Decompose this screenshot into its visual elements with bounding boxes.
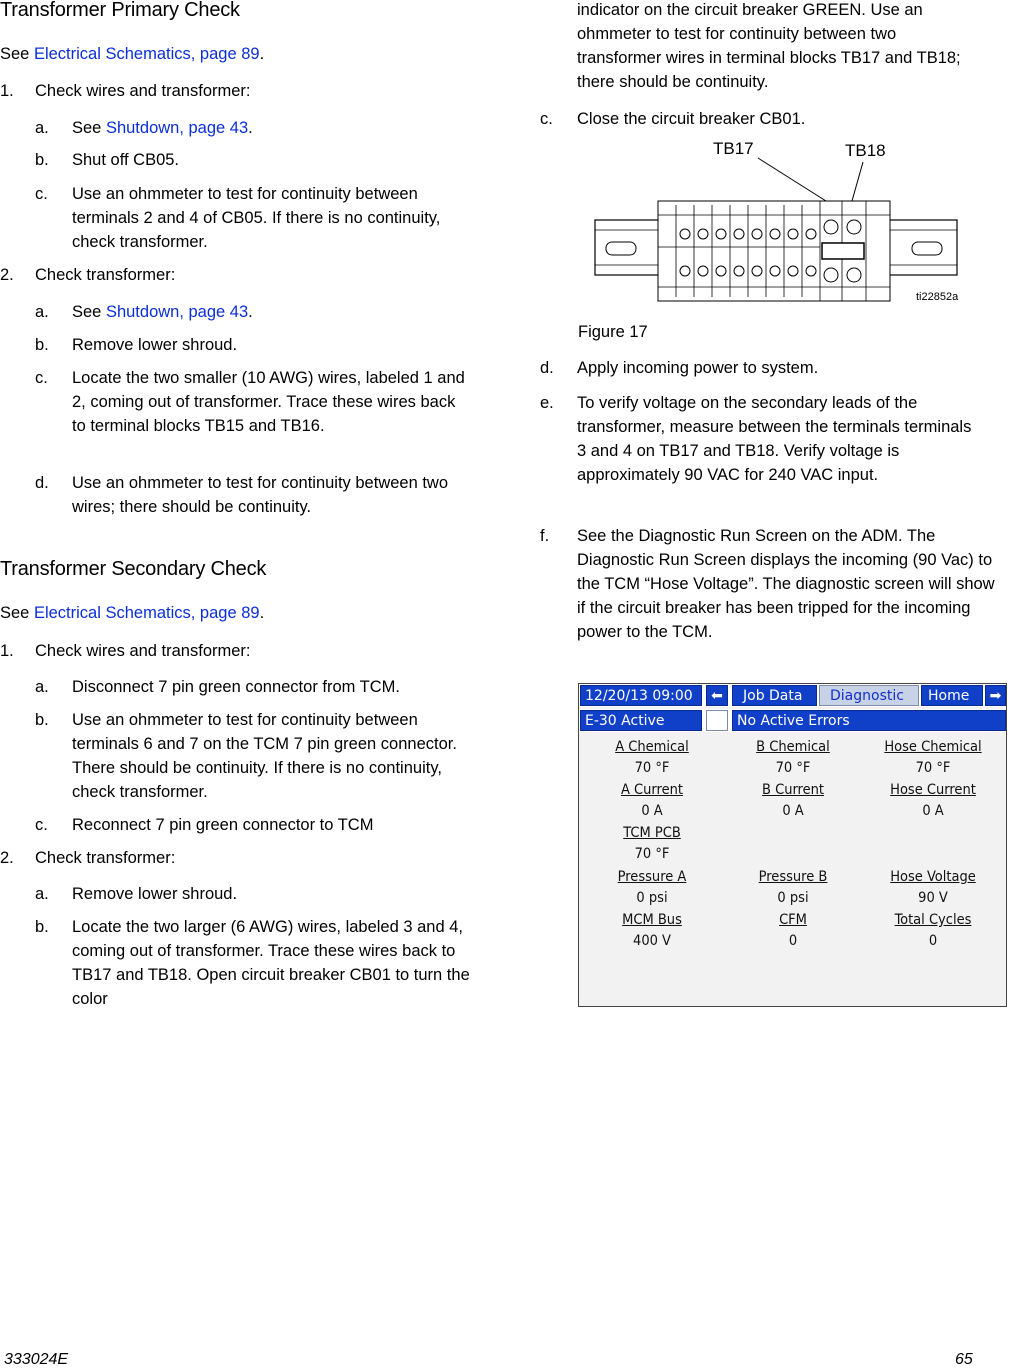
tab-diagnostic[interactable]: Diagnostic <box>819 685 919 706</box>
step2-1: 1. Check wires and transformer: <box>0 642 251 660</box>
tb18-label: TB18 <box>845 141 886 160</box>
heading-secondary-check: Transformer Secondary Check <box>0 558 267 580</box>
step-b-continued: indicator on the circuit breaker GREEN. Use an ohmmeter to test for continuity between two transformer wires in terminal blocks TB17 and TB18; there should be continuity. <box>577 1 961 91</box>
step2-2b: b. Locate the two larger (6 AWG) wires, labeled 3 and 4, coming out of transformer. Trace these wires back to TB17 and TB18. Open circuit breaker CB01 to turn the color <box>35 918 470 1008</box>
jumper-bar <box>822 243 864 259</box>
figure-caption: Figure 17 <box>578 323 648 341</box>
cell-b-chemical: B Chemical 70 °F <box>756 739 830 776</box>
cell-cfm: CFM 0 <box>779 912 807 949</box>
cell-a-current: A Current 0 A <box>620 782 683 819</box>
link-shutdown[interactable]: Shutdown, page 43 <box>105 303 249 321</box>
step2-1c: c. Reconnect 7 pin green connector to TCM <box>35 816 374 834</box>
rail-slot <box>606 242 636 255</box>
link-shutdown[interactable]: Shutdown, page 43 <box>105 119 249 137</box>
adm-status-indicator <box>706 710 728 731</box>
cell-pressure-a: Pressure A 0 psi <box>617 869 687 906</box>
see-schematics-1: See Electrical Schematics, page 89. <box>0 45 265 63</box>
adm-top-bar <box>579 684 1006 707</box>
tab-home[interactable]: Home <box>921 685 983 706</box>
step2-2a: a. Remove lower shroud. <box>35 885 238 903</box>
arrow-right-icon[interactable]: ➡ <box>985 685 1006 706</box>
tb18-leader <box>852 162 863 201</box>
adm-errors: No Active Errors <box>732 710 1006 731</box>
step-c: c. Close the circuit breaker CB01. <box>540 110 806 128</box>
rail-slot <box>912 242 942 255</box>
step-2d: d. Use an ohmmeter to test for continuity between two wires; there should be continuity. <box>35 474 449 516</box>
cell-tcm-pcb: TCM PCB 70 °F <box>623 825 681 862</box>
step-2c: c. Locate the two smaller (10 AWG) wires, labeled 1 and 2, coming out of transformer. Trace these wires back to terminal blocks TB15 and TB16. <box>35 369 465 435</box>
adm-status: E-30 Active <box>580 710 702 731</box>
cell-hose-current: Hose Current 0 A <box>890 782 976 819</box>
step-1: 1. Check wires and transformer: <box>0 82 251 100</box>
terminal-blocks <box>658 201 890 301</box>
step2-2: 2. Check transformer: <box>0 849 176 867</box>
step-1c: c. Use an ohmmeter to test for continuity between terminals 2 and 4 of CB05. If there is no continuity, check transformer. <box>35 185 441 251</box>
arrow-left-icon[interactable]: ⬅ <box>706 685 728 706</box>
cell-pressure-b: Pressure B 0 psi <box>758 869 828 906</box>
link-electrical-schematics[interactable]: Electrical Schematics, page 89 <box>33 45 260 63</box>
see-schematics-2: See Electrical Schematics, page 89. <box>0 604 265 622</box>
adm-status-bar <box>579 709 1006 732</box>
step-2: 2. Check transformer: <box>0 266 176 284</box>
tb17-label: TB17 <box>713 139 754 158</box>
figure-ref: ti22852a <box>916 291 959 303</box>
step-1b: b. Shut off CB05. <box>35 151 180 169</box>
adm-datetime: 12/20/13 09:00 <box>580 685 702 706</box>
adm-diagnostic-screen <box>578 683 1007 1007</box>
cell-b-current: B Current 0 A <box>761 782 825 819</box>
step-d: d. Apply incoming power to system. <box>540 359 819 377</box>
footer-page-number: 65 <box>955 1351 973 1368</box>
cell-total-cycles: Total Cycles 0 <box>894 912 972 949</box>
footer-doc-number: 333024E <box>4 1351 69 1368</box>
tab-job-data[interactable]: Job Data <box>732 685 817 706</box>
cell-hose-chemical: Hose Chemical 70 °F <box>884 739 982 776</box>
cell-mcm-bus: MCM Bus 400 V <box>622 912 682 949</box>
step2-1b: b. Use an ohmmeter to test for continuity between terminals 6 and 7 on the TCM 7 pin green connector. There should be continuity. If there is no continuity, check transformer. <box>35 711 457 801</box>
heading-primary-check: Transformer Primary Check <box>0 0 240 21</box>
cell-a-chemical: A Chemical 70 °F <box>615 739 689 776</box>
step-2a: a. See Shutdown, page 43. <box>35 303 253 321</box>
step-f: f. See the Diagnostic Run Screen on the ADM. The Diagnostic Run Screen displays the incoming (90 Vac) to the TCM “Hose Voltage”. The diagnostic screen will show if the circuit breaker has been tripped for the incoming power to the TCM. <box>540 527 995 641</box>
step-e: e. To verify voltage on the secondary leads of the transformer, measure between the terminals terminals 3 and 4 on TB17 and TB18. Verify voltage is approximately 90 VAC for 240 VAC input. <box>540 394 972 484</box>
tb17-leader <box>758 158 826 201</box>
step2-1a: a. Disconnect 7 pin green connector from TCM. <box>35 678 401 696</box>
link-electrical-schematics[interactable]: Electrical Schematics, page 89 <box>33 604 260 622</box>
terminal-block-figure <box>590 135 970 310</box>
step-1a: a. See Shutdown, page 43. <box>35 119 253 137</box>
cell-hose-voltage: Hose Voltage 90 V <box>890 869 976 906</box>
step-2b: b. Remove lower shroud. <box>35 336 238 354</box>
